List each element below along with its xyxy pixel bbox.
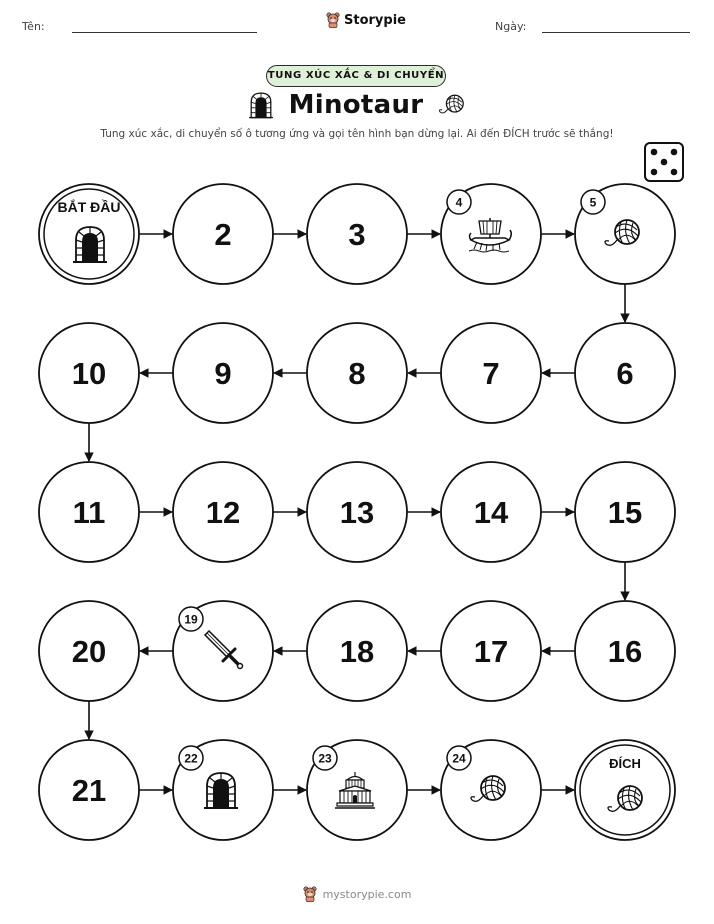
- dice-five-icon: [645, 143, 683, 181]
- bear-mascot-icon: [303, 886, 317, 902]
- space-number: 11: [72, 495, 106, 530]
- date-label: Ngày:: [495, 20, 527, 33]
- space-number: 17: [473, 634, 509, 669]
- space-number: 16: [607, 634, 643, 669]
- board-space-13[interactable]: [307, 462, 407, 562]
- footer: [0, 886, 714, 902]
- space-number: 3: [348, 217, 366, 252]
- labyrinth-entrance-icon: [73, 227, 107, 262]
- board-space-16[interactable]: [575, 601, 675, 701]
- board-space-15[interactable]: [575, 462, 675, 562]
- board-space-12[interactable]: [173, 462, 273, 562]
- space-number: 10: [71, 356, 107, 391]
- board-space-8[interactable]: [307, 323, 407, 423]
- name-label: Tên:: [22, 20, 45, 33]
- board-space-19[interactable]: [173, 601, 273, 701]
- board-space-9[interactable]: [173, 323, 273, 423]
- space-number: 6: [616, 356, 634, 391]
- space-number-badge: 22: [184, 751, 198, 766]
- space-number: 15: [607, 495, 643, 530]
- space-number: 12: [205, 495, 241, 530]
- space-number: 2: [214, 217, 232, 252]
- board-space-7[interactable]: [441, 323, 541, 423]
- instructions: Tung xúc xắc, di chuyển số ô tương ứng và gọi tên hình bạn dừng lại. Ai đến ĐÍCH trước sẽ thắng!: [100, 128, 614, 140]
- board-space-18[interactable]: [307, 601, 407, 701]
- board-space-14[interactable]: [441, 462, 541, 562]
- board-space-22[interactable]: [173, 740, 273, 840]
- board-space-20[interactable]: [39, 601, 139, 701]
- labyrinth-entrance-icon: [204, 773, 238, 808]
- space-number-badge: 5: [589, 195, 597, 210]
- board-space-21[interactable]: [39, 740, 139, 840]
- space-number: 7: [482, 356, 500, 391]
- board-space-11[interactable]: [39, 462, 139, 562]
- board-space-10[interactable]: [39, 323, 139, 423]
- board-space-24[interactable]: [441, 740, 541, 840]
- page-title: Minotaur: [288, 90, 424, 120]
- space-number: 21: [71, 773, 107, 808]
- brand-name: Storypie: [344, 12, 406, 28]
- space-number: 18: [339, 634, 375, 669]
- board-space-3[interactable]: [307, 184, 407, 284]
- space-number: 9: [214, 356, 232, 391]
- board-space-23[interactable]: [307, 740, 407, 840]
- space-number-badge: 19: [184, 612, 198, 627]
- space-number: 20: [71, 634, 107, 669]
- board-space-4[interactable]: [441, 184, 541, 284]
- activity-badge: TUNG XÚC XẮC & DI CHUYỂN: [266, 65, 446, 87]
- space-number: 14: [473, 495, 509, 530]
- board-space-17[interactable]: [441, 601, 541, 701]
- space-number-badge: 24: [452, 751, 466, 766]
- start-label: BẮT ĐẦU: [57, 199, 121, 215]
- space-number: 13: [339, 495, 375, 530]
- board-space-2[interactable]: [173, 184, 273, 284]
- board-space-1[interactable]: [39, 184, 139, 284]
- footer-url: mystorypie.com: [322, 887, 412, 901]
- board-space-6[interactable]: [575, 323, 675, 423]
- space-number-badge: 4: [455, 195, 463, 210]
- finish-label: ĐÍCH: [609, 756, 641, 771]
- board-space-5[interactable]: [575, 184, 675, 284]
- space-number-badge: 23: [318, 751, 332, 766]
- space-number: 8: [348, 356, 366, 391]
- board-space-25[interactable]: [575, 740, 675, 840]
